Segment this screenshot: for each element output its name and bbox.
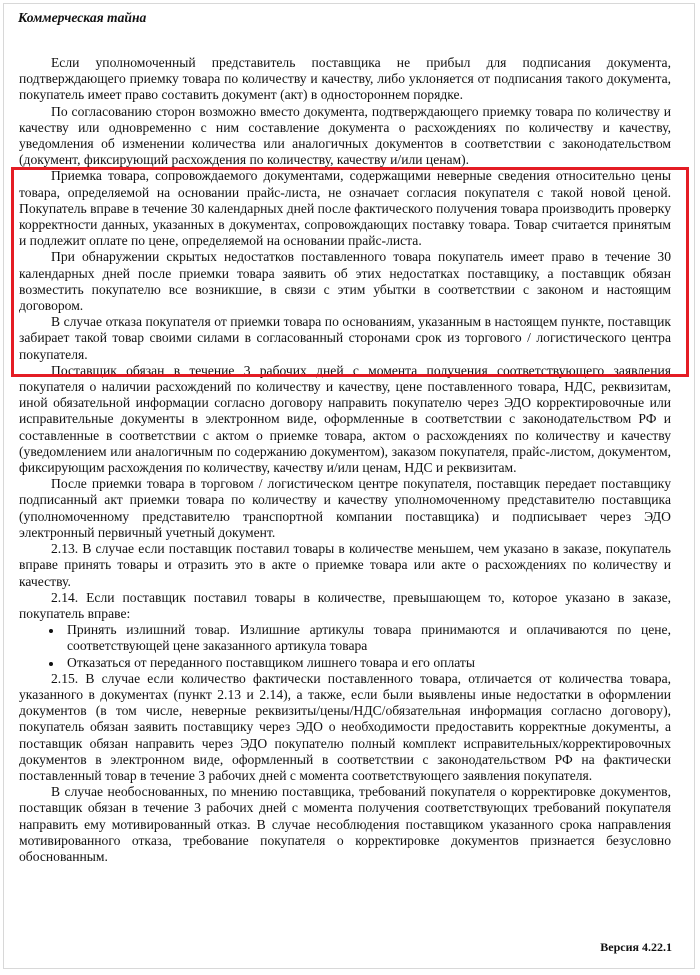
paragraph-refusal-pickup: В случае отказа покупателя от приемки товара по основаниям, указанным в настоящем пункте, поставщик забирает такой товар своими силами в согласованный сторонами срок из торгового / логистического центра покупателя.: [19, 314, 671, 362]
confidentiality-header: Коммерческая тайна: [18, 10, 147, 25]
clause-2-15: 2.15. В случае если количество фактически поставленного товара, отличается от количества товара, указанного в документах (пункт 2.13 и 2.14), а также, если были выявлены иные недостатки в оформлении документов (в том числе, неверные реквизиты/цены/НДС/обязательная информация согласно договору), покупатель обязан заявить поставщику через ЭДО о необходимости предоставить корректные документы, а поставщик обязан направить через ЭДО покупателю полный комплект исправительных/корректировочных документов в электронном виде, оформленный в соответствии с законодательством РФ на фактически поставленный товар в течение 3 рабочих дней с момента соответствующего заявления покупателя.: [19, 670, 671, 783]
highlight-box: [11, 167, 689, 377]
clause-2-13: 2.13. В случае если поставщик поставил товары в количестве меньшем, чем указано в заказе, покупатель вправе принять товары и отразить это в акте о приемке товара или акте о расхождениях по количеству и качеству.: [19, 541, 671, 589]
paragraph-acceptance-act: После приемки товара в торговом / логистическом центре покупателя, поставщик передает поставщику подписанный акт приемки товара по количеству и качеству уполномоченному представителю поставщика (уполномоченному представителю транспортной компании поставщика) и подписывает через ЭДО электронный первичный учетный документ.: [19, 476, 671, 540]
clause-2-14: 2.14. Если поставщик поставил товары в количестве, превышающем то, которое указано в заказе, покупатель вправе:: [19, 589, 671, 621]
buyer-options-list: [19, 622, 671, 671]
paragraph-unjustified-requests: В случае необоснованных, по мнению поставщика, требований покупателя о корректировке документов, поставщик обязан в течение 3 рабочих дней с момента получения соответствующих требований покупателя направить ему мотивированный отказ. В случае несоблюдения поставщиком указанного срока направления мотивированного отказа, требование покупателя о корректировке документов признается безусловно обоснованным.: [19, 784, 671, 864]
paragraph-discrepancy-document: По согласованию сторон возможно вместо документа, подтверждающего приемку товара по количеству и качеству или одновременно с ним составление документа о расхождениях по количеству и качеству, уведомления об изменении количества или аналогичных документов в соответствии с законодательством (документ, фиксирующий расхождения по количеству, качеству и/или ценам).: [19, 103, 671, 168]
paragraph-unsigned-act: Если уполномоченный представитель поставщика не прибыл для подписания документа, подтверждающего приемку товара по количеству и качеству, либо уклоняется от подписания такого документа, покупатель имеет право составить документ (акт) в одностороннем порядке.: [19, 55, 671, 103]
paragraph-hidden-defects: При обнаружении скрытых недостатков поставленного товара покупатель имеет право в течение 30 календарных дней после приемки товара заявить об этих недостатках поставщику, а поставщик обязан возместить покупателю все возникшие, в связи с этим убытки в соответствии с законом и настоящим договором.: [19, 249, 671, 314]
list-item: • Принять излишний товар. Излишние артикулы товара принимаются и оплачиваются по цене, соответствующей цене заказанного артикула товара: [63, 622, 671, 654]
paragraph-price-check: Приемка товара, сопровождаемого документами, содержащими неверные сведения относительно цены товара, определяемой на основании прайс-листа, не означает согласия покупателя с такой новой ценой. Покупатель вправе в течение 30 календарных дней после фактического получения товара производить проверку корректности данных, указанных в документах, сопровождающих поставку товара. Товар считается принятым и подлежит оплате по цене, определяемой на основании прайс-листа.: [19, 168, 671, 249]
document-page: [3, 3, 695, 969]
version-label: Версия 4.22.1: [600, 940, 672, 954]
list-item: • Отказаться от переданного поставщиком лишнего товара и его оплаты: [63, 655, 671, 671]
paragraph-corrective-documents: Поставщик обязан в течение 3 рабочих дней с момента получения соответствующего заявления покупателя о наличии расхождений по количеству и качеству, цене поставленного товара, НДС, реквизитам, иной обязательной информации согласно договору направить покупателю через ЭДО корректировочные или исправительные документы в электронном виде, оформленные в соответствии с законодательством РФ и составленные в соответствии с актом о приемке товара, актом о расхождениях по количеству и качеству (уведомлением или аналогичным по содержанию документом), заказом покупателя, прайс-листом, документом, фиксирующим расхождения по количеству, качеству и/или ценам, НДС и реквизитам.: [19, 362, 671, 476]
